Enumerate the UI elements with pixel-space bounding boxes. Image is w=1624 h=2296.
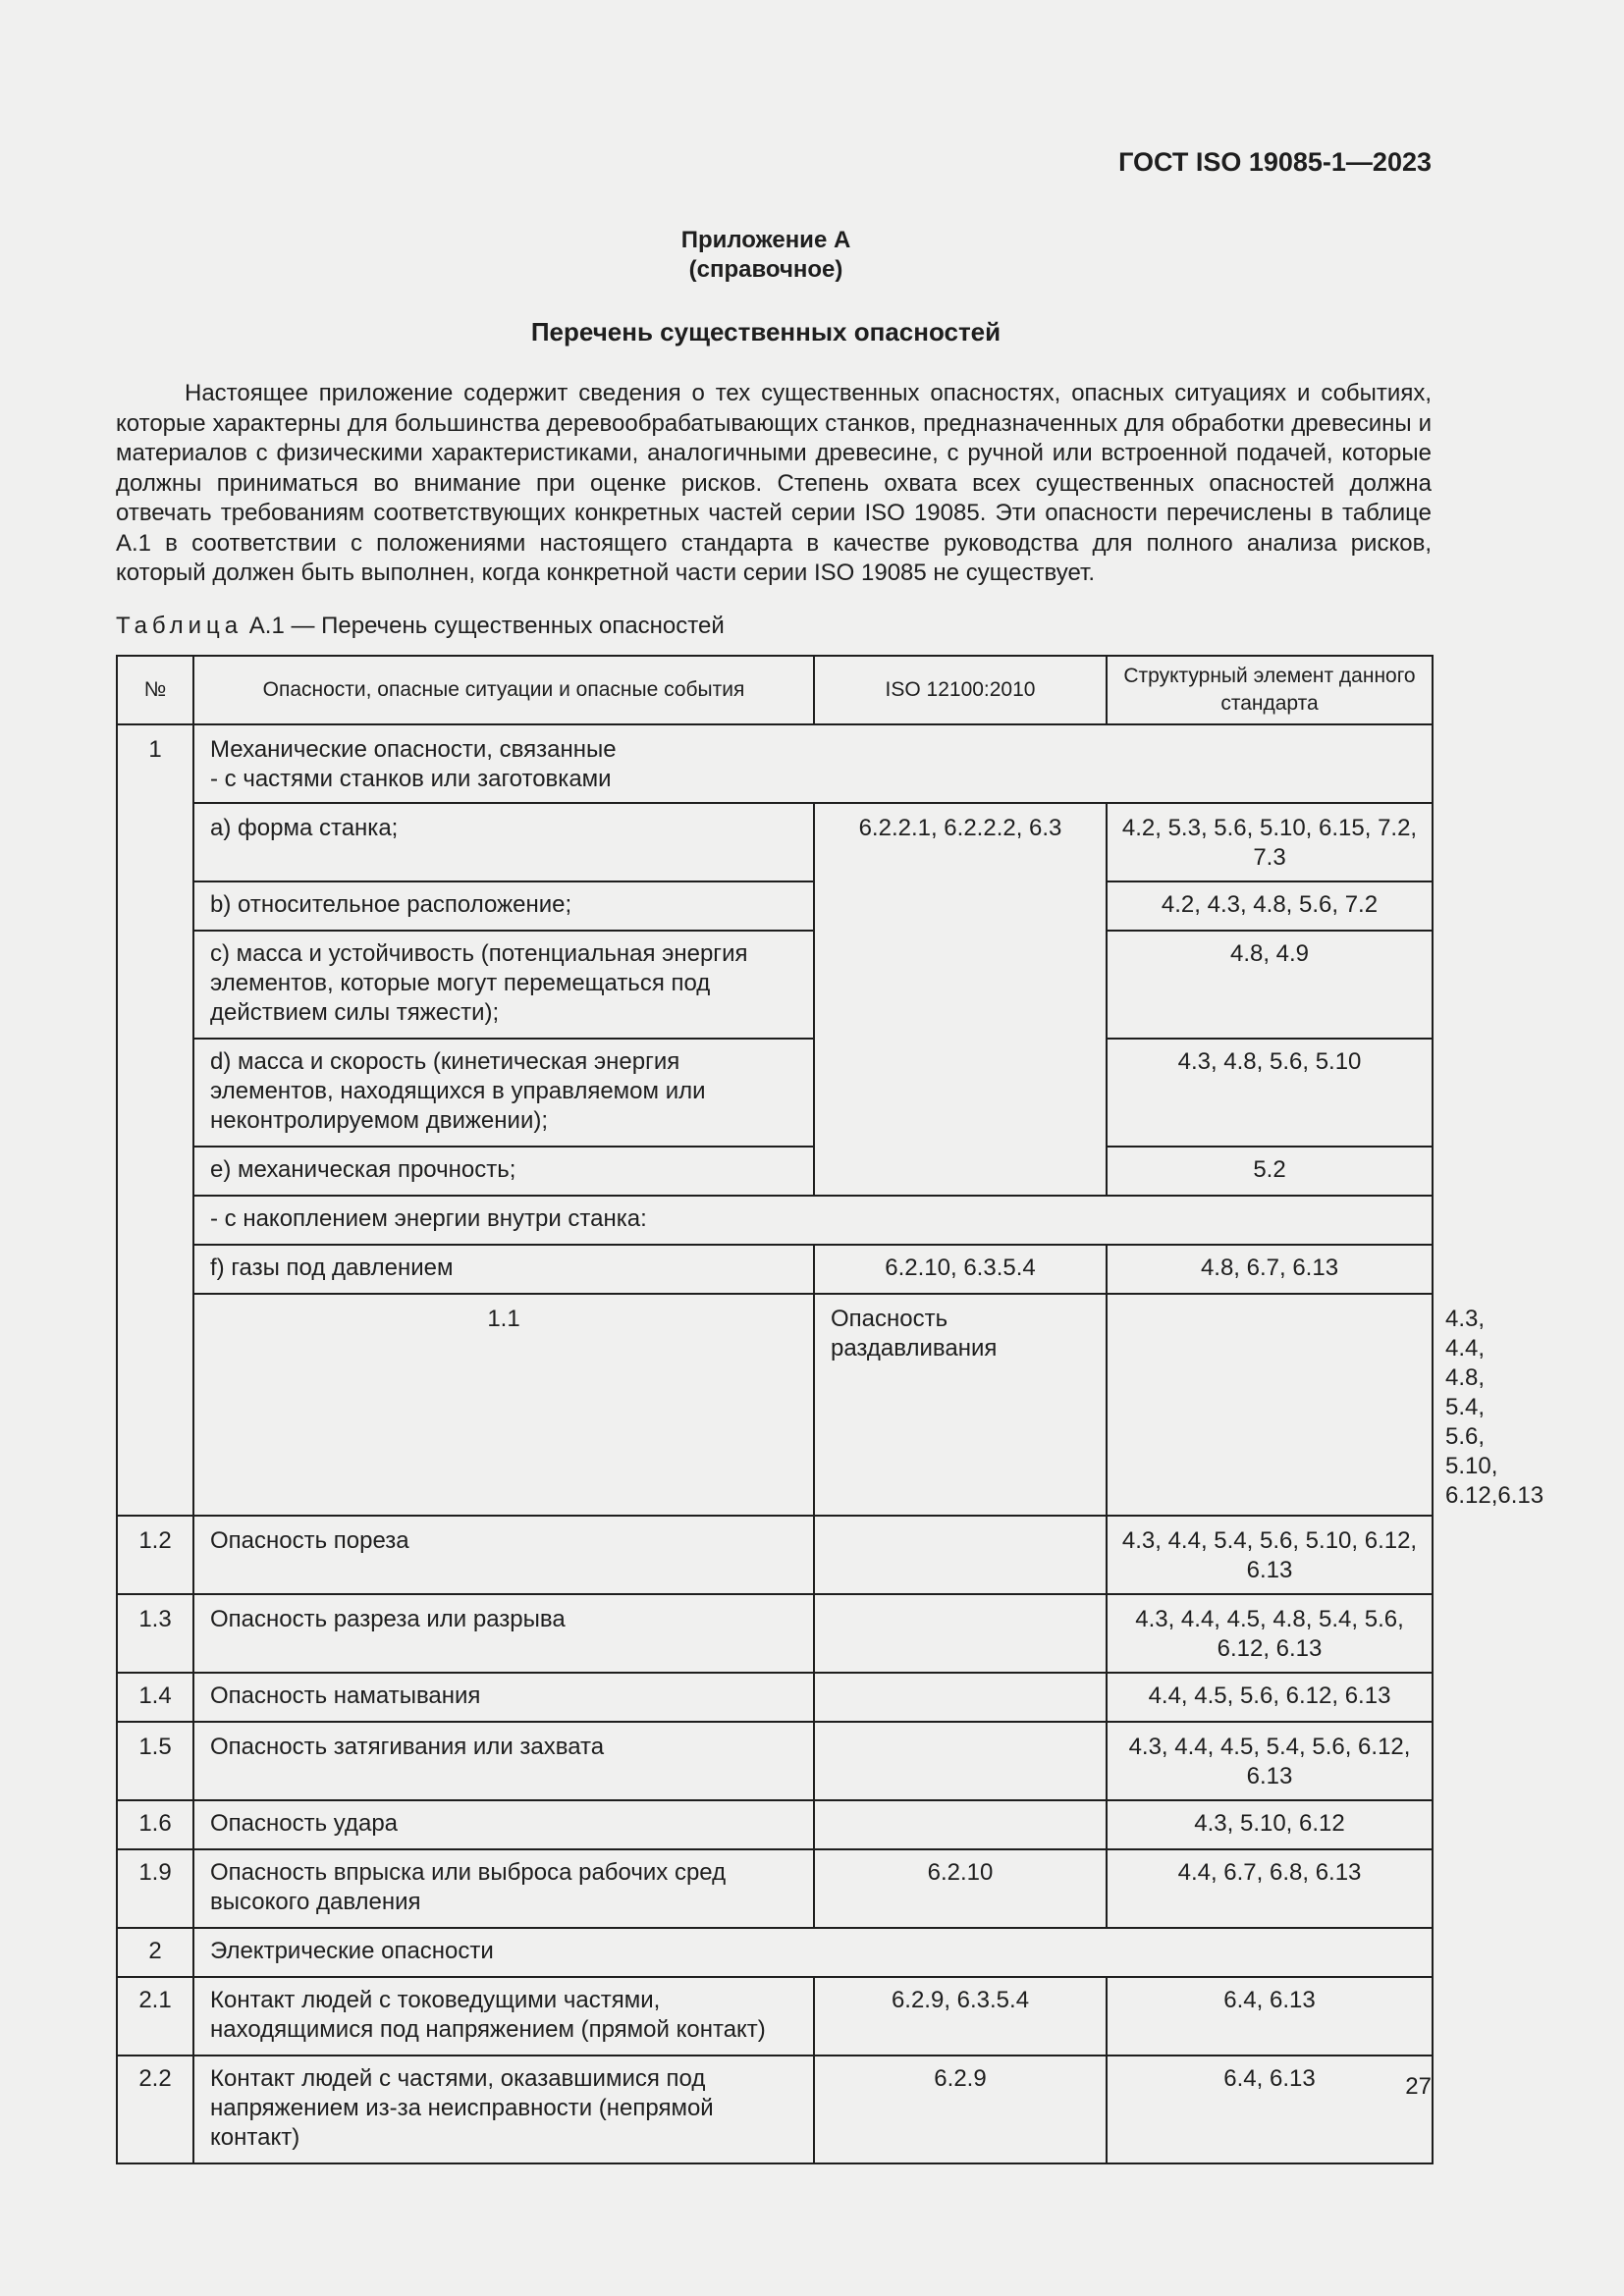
row-number: 1.9 xyxy=(117,1849,193,1928)
row-number: 1.1 xyxy=(193,1294,814,1516)
table-row xyxy=(117,1147,1433,1196)
table-caption-title: A.1 — Перечень существенных опасностей xyxy=(248,613,725,639)
element-reference: 4.8, 6.7, 6.13 xyxy=(1107,1245,1433,1294)
hazard-text: Опасность пореза xyxy=(193,1516,814,1594)
header-iso: ISO 12100:2010 xyxy=(814,656,1107,724)
table-row xyxy=(117,931,1433,1039)
hazard-text: Опасность затягивания или захвата xyxy=(193,1722,814,1800)
section-title: Перечень существенных опасностей xyxy=(530,317,1001,347)
table-row xyxy=(117,1039,1433,1147)
hazard-text: Опасность впрыска или выброса рабочих сред высокого давления xyxy=(193,1849,814,1928)
iso-reference: 6.2.10 xyxy=(814,1849,1107,1928)
table-row xyxy=(117,1800,1433,1849)
hazard-text: Опасность разреза или разрыва xyxy=(193,1594,814,1673)
iso-reference xyxy=(814,1722,1107,1800)
header-hazards: Опасности, опасные ситуации и опасные события xyxy=(193,656,814,724)
group-title: Механические опасности, связанные - с частями станков или заготовками xyxy=(193,724,1433,803)
element-reference: 4.3, 4.4, 4.5, 4.8, 5.4, 5.6, 6.12, 6.13 xyxy=(1107,1594,1433,1673)
element-reference: 4.4, 6.7, 6.8, 6.13 xyxy=(1107,1849,1433,1928)
hazard-text: e) механическая прочность; xyxy=(193,1147,814,1196)
element-reference: 6.4, 6.13 xyxy=(1107,1977,1433,2056)
table-row xyxy=(117,1928,1433,1977)
table-row xyxy=(117,803,1433,881)
group-number: 2 xyxy=(117,1928,193,1977)
table-row xyxy=(117,1196,1433,1245)
iso-reference xyxy=(814,1673,1107,1722)
table-row xyxy=(117,1594,1433,1673)
appendix-heading xyxy=(0,226,1532,285)
table-row xyxy=(117,1722,1433,1800)
table-row xyxy=(117,1977,1433,2056)
table-row xyxy=(117,1245,1433,1294)
iso-reference xyxy=(814,1516,1107,1594)
iso-reference xyxy=(814,1800,1107,1849)
element-reference: 4.2, 4.3, 4.8, 5.6, 7.2 xyxy=(1107,881,1433,931)
hazard-text: f) газы под давлением xyxy=(193,1245,814,1294)
hazard-text: Опасность раздавливания xyxy=(814,1294,1107,1516)
element-reference: 4.3, 4.4, 5.4, 5.6, 5.10, 6.12, 6.13 xyxy=(1107,1516,1433,1594)
document-code: ГОСТ ISO 19085-1—2023 xyxy=(1118,147,1432,177)
table-row xyxy=(117,881,1433,931)
element-reference: 4.2, 5.3, 5.6, 5.10, 6.15, 7.2, 7.3 xyxy=(1107,803,1433,881)
hazards-table xyxy=(116,655,1544,2164)
iso-reference xyxy=(814,1594,1107,1673)
appendix-type: (справочное) xyxy=(688,256,843,283)
group-title: Электрические опасности xyxy=(193,1928,1433,1977)
table-row: 1.1 Опасность раздавливания 4.3, 4.4, 4.8, 5.4, 5.6, 5.10, 6.12,6.13 xyxy=(117,1294,1433,1516)
table-caption-label: Таблица xyxy=(116,613,244,639)
hazard-text: d) масса и скорость (кинетическая энергия элементов, находящихся в управляемом или неконтролируемом движении); xyxy=(193,1039,814,1147)
row-number: 1.3 xyxy=(117,1594,193,1673)
row-number: 1.4 xyxy=(117,1673,193,1722)
header-num: № xyxy=(117,656,193,724)
element-reference: 6.4, 6.13 xyxy=(1107,2056,1433,2163)
row-number: 1.2 xyxy=(117,1516,193,1594)
table-row xyxy=(117,1673,1433,1722)
page-number: 27 xyxy=(1405,2073,1432,2100)
iso-reference: 6.2.2.1, 6.2.2.2, 6.3 xyxy=(814,803,1107,1196)
element-reference: 5.2 xyxy=(1107,1147,1433,1196)
element-reference: 4.4, 4.5, 5.6, 6.12, 6.13 xyxy=(1107,1673,1433,1722)
element-reference: 4.8, 4.9 xyxy=(1107,931,1433,1039)
table-caption xyxy=(116,613,725,640)
header-element: Структурный элемент данного стандарта xyxy=(1107,656,1433,724)
iso-reference: 6.2.10, 6.3.5.4 xyxy=(814,1245,1107,1294)
appendix-label: Приложение A xyxy=(680,227,851,253)
row-number: 1.5 xyxy=(117,1722,193,1800)
hazard-text: Контакт людей с частями, оказавшимися под напряжением из-за неисправности (непрямой контакт) xyxy=(193,2056,814,2163)
hazard-text: Контакт людей с токоведущими частями, находящимися под напряжением (прямой контакт) xyxy=(193,1977,814,2056)
row-number: 1.6 xyxy=(117,1800,193,1849)
iso-reference: 6.2.9, 6.3.5.4 xyxy=(814,1977,1107,2056)
hazard-text: b) относительное расположение; xyxy=(193,881,814,931)
element-reference: 4.3, 4.4, 4.5, 5.4, 5.6, 6.12, 6.13 xyxy=(1107,1722,1433,1800)
intro-paragraph: Настоящее приложение содержит сведения о тех существенных опасностях, опасных ситуациях и событиях, которые характерны для большинства деревообрабатывающих станков, предназначенных для обработки древесины и материалов с физическими характеристиками, аналогичными древесине, с ручной или встроенной подачей, которые должны приниматься во внимание при оценке рисков. Степень охвата всех существенных опасностей должна отвечать требованиям соответствующих конкретных частей серии ISO 19085. Эти опасности перечислены в таблице A.1 в соответствии с положениями настоящего стандарта в качестве руководства для полного анализа рисков, который должен быть выполнен, когда конкретной части серии ISO 19085 не существует. xyxy=(116,380,1432,586)
group-subtitle: - с накоплением энергии внутри станка: xyxy=(193,1196,1433,1245)
table-row xyxy=(117,1516,1433,1594)
row-number: 2.2 xyxy=(117,2056,193,2163)
table-row xyxy=(117,724,1433,803)
hazard-text: Опасность удара xyxy=(193,1800,814,1849)
table-row xyxy=(117,1849,1433,1928)
iso-reference: 6.2.9 xyxy=(814,2056,1107,2163)
table-row xyxy=(117,2056,1433,2163)
row-number: 2.1 xyxy=(117,1977,193,2056)
element-reference: 4.3, 4.8, 5.6, 5.10 xyxy=(1107,1039,1433,1147)
hazard-text: Опасность наматывания xyxy=(193,1673,814,1722)
hazard-text: c) масса и устойчивость (потенциальная энергия элементов, которые могут перемещаться под действием силы тяжести); xyxy=(193,931,814,1039)
table-header-row xyxy=(117,656,1433,724)
group-number: 1 xyxy=(117,724,193,1516)
hazard-text: a) форма станка; xyxy=(193,803,814,881)
element-reference: 4.3, 5.10, 6.12 xyxy=(1107,1800,1433,1849)
iso-reference xyxy=(1107,1294,1433,1516)
